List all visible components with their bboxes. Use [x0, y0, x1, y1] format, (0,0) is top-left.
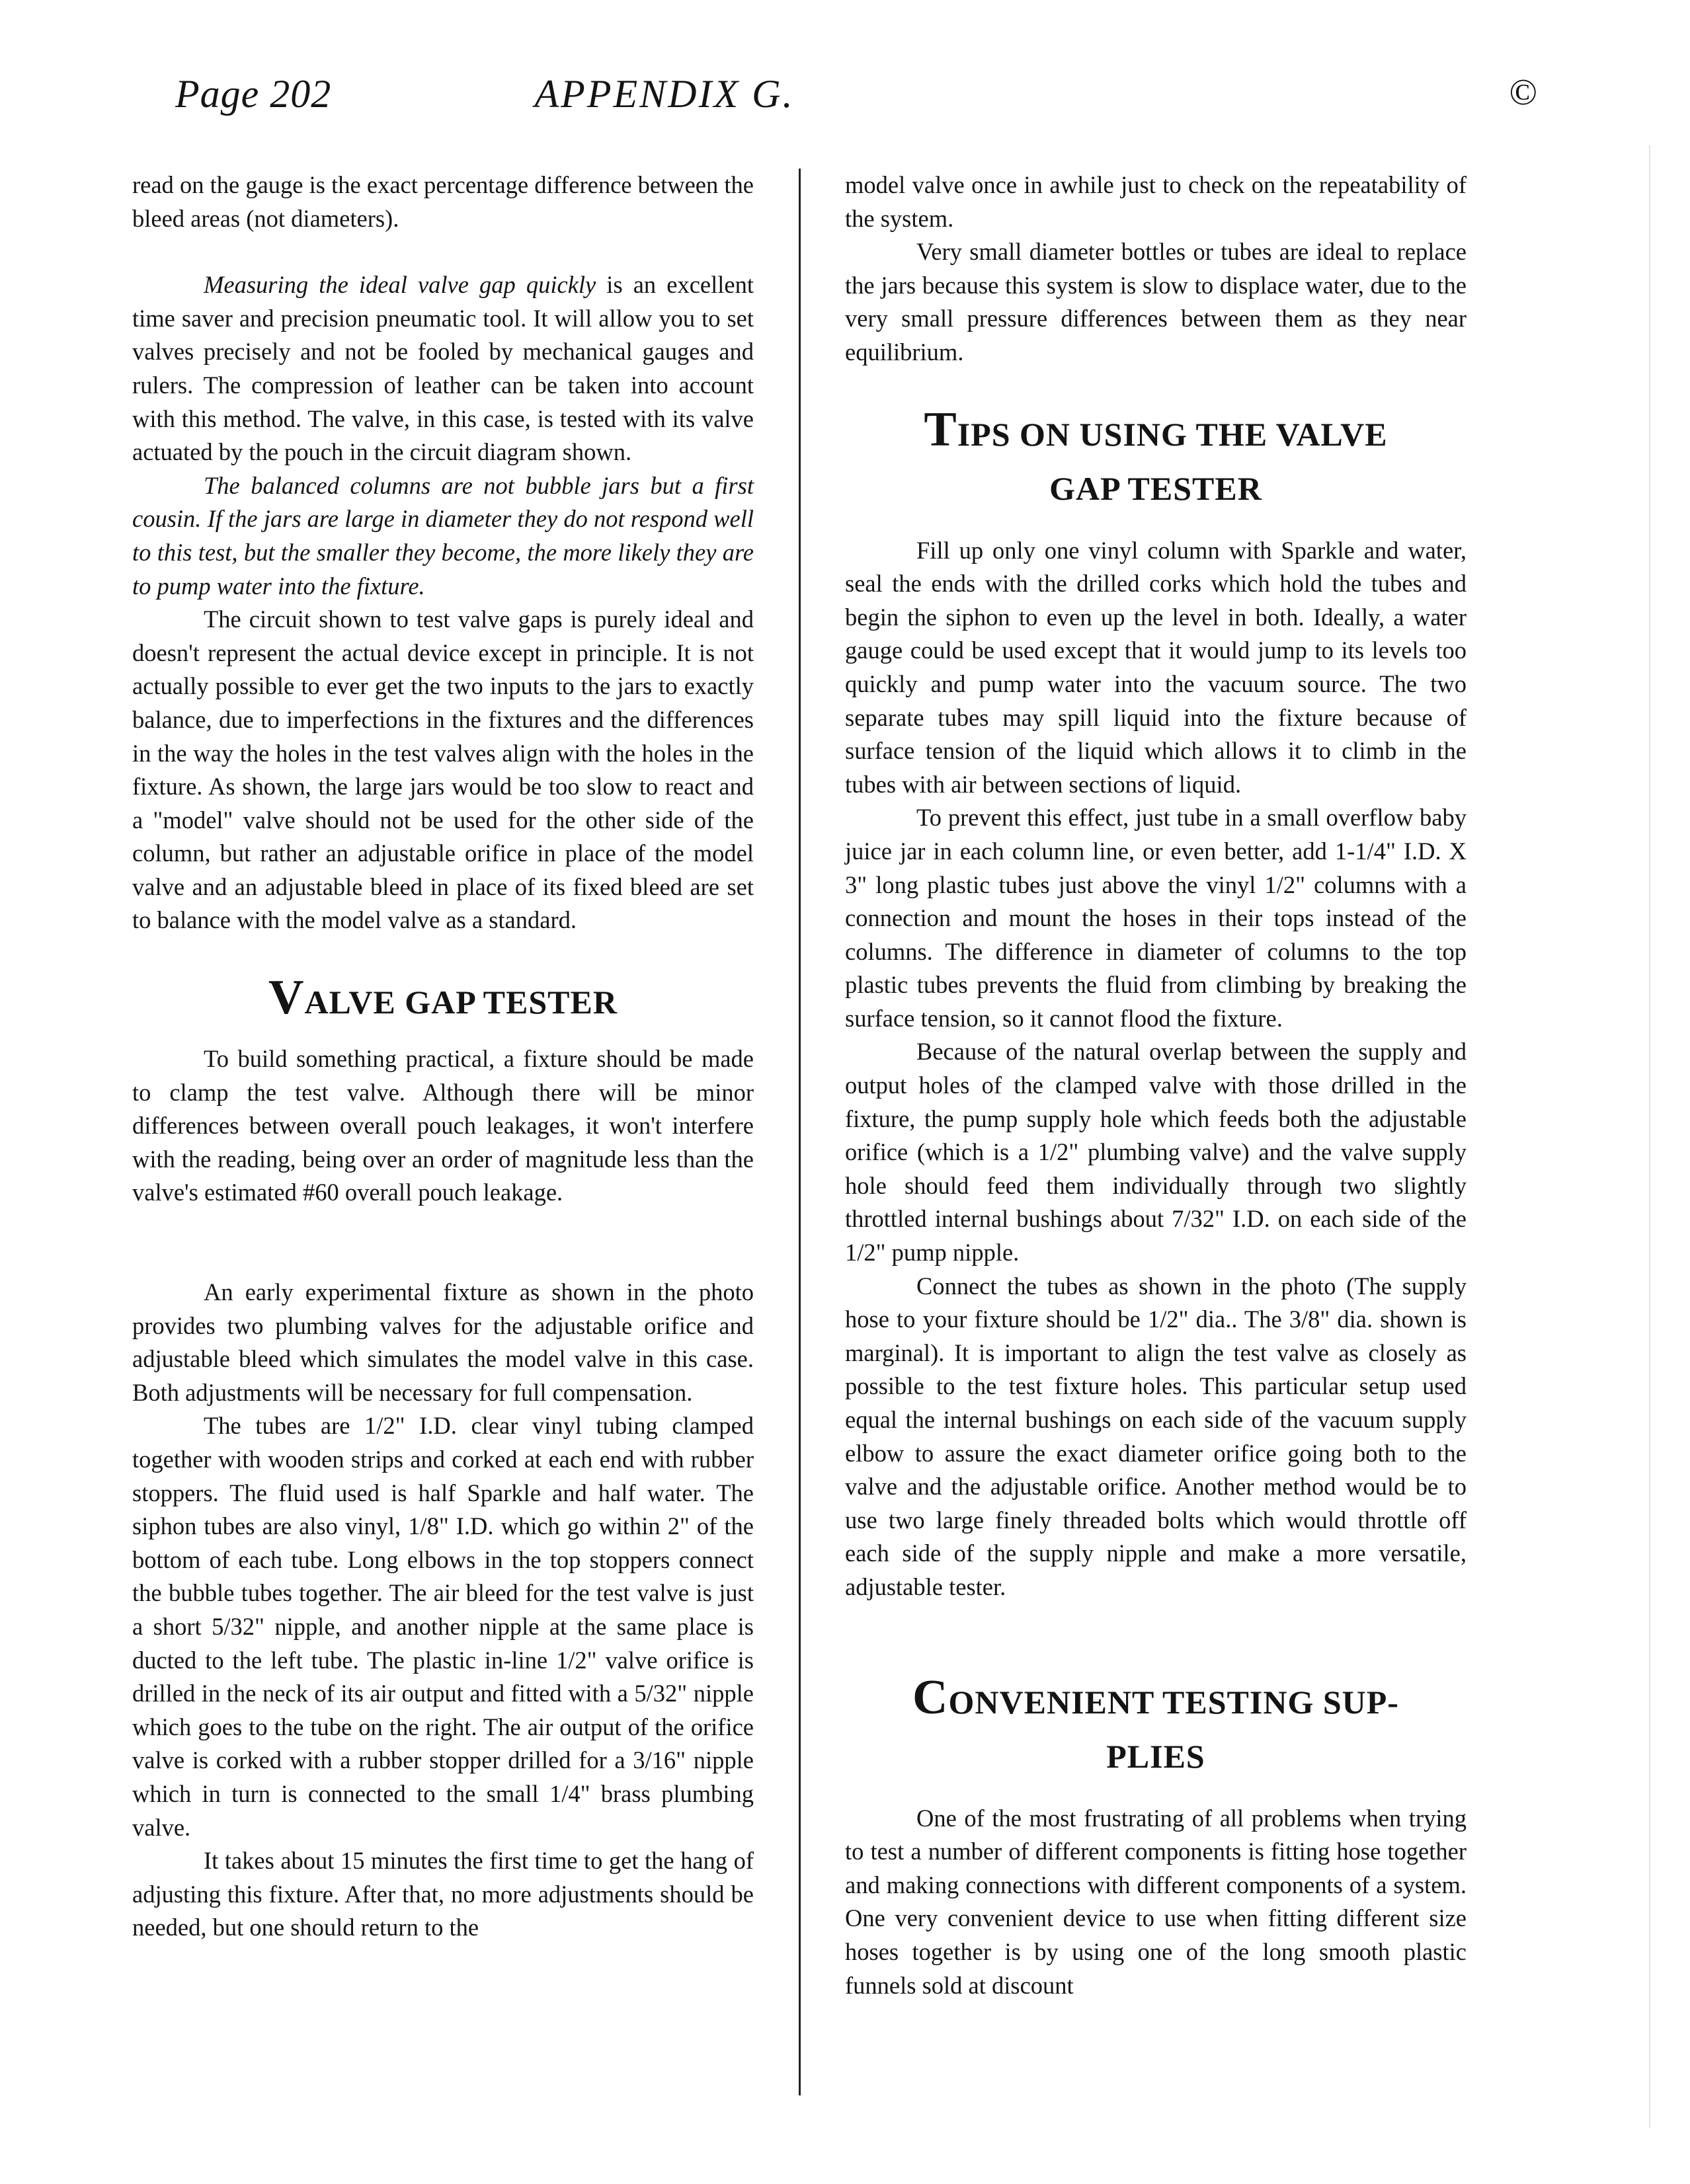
paragraph — [132, 268, 754, 469]
section-heading-convenient-testing-supplies — [845, 1670, 1467, 1783]
paragraph: An early experimental fixture as shown in the photo provides two plumbing valves for the adjustable orifice and adjustable bleed which simulates the model valve in this case. Both adjustments will be necessary for full compensation. — [132, 1278, 754, 1406]
section-title: APPENDIX G. — [534, 72, 795, 116]
paragraph: model valve once in awhile just to check on the repeatability of the system. — [845, 171, 1467, 232]
heading-initial: C — [912, 1670, 949, 1725]
heading-text: ONVENIENT TESTING SUP- — [948, 1683, 1399, 1721]
paragraph-text: is an excellent time saver and precision pneumatic tool. It will allow you to set valves precisely and not be fooled by mechanical gauges and rulers. The compression of leather can be taken into account with this method. The valve, in this case, is tested with its valve actuated by the pouch in the circuit diagram shown. — [132, 271, 754, 466]
column-divider — [799, 169, 801, 2095]
paragraph: read on the gauge is the exact percentage difference between the bleed areas (not diameters). — [132, 171, 754, 232]
heading-text: ALVE GAP TESTER — [304, 984, 618, 1021]
italic-paragraph: The balanced columns are not bubble jars but a first cousin. If the jars are large in diameter they do not respond well to this test, but the smaller they become, the more likely they are to pump water into the fixture. — [132, 471, 754, 600]
paragraph: One of the most frustrating of all problems when trying to test a number of different components is fitting hose together and making connections with different components of a system. One very convenient device to use when fitting different size hoses together is by using one of the long smooth plastic funnels sold at discount — [845, 1804, 1467, 1999]
page-edge-shadow — [1649, 145, 1650, 2128]
heading-initial: T — [924, 402, 957, 457]
paragraph: Fill up only one vinyl column with Sparkle and water, seal the ends with the drilled corks which hold the tubes and begin the siphon to even up the level in both. Ideally, a water gauge could be used except that it would jump to its levels too quickly and pump water into the vacuum source. The two separate tubes may spill liquid into the fixture because of surface tension of the liquid which allows it to climb in the tubes with air between sections of liquid. — [845, 536, 1467, 798]
left-column — [132, 169, 754, 1945]
page-number: Page 202 — [175, 72, 332, 116]
paragraph: Because of the natural overlap between the supply and output holes of the clamped valve with those drilled in the fixture, the pump supply hole which feeds both the adjustable orifice (which is a 1/2" plumbing valve) and the valve supply hole should feed them individually through two slightly throttled internal bushings about 7/32" I.D. on each side of the 1/2" pump nipple. — [845, 1038, 1467, 1267]
heading-text: GAP TESTER — [1049, 469, 1262, 507]
page-header — [175, 71, 1537, 131]
paragraph: Connect the tubes as shown in the photo (The supply hose to your fixture should be 1/2" dia.. The 3/8" dia. shown is marginal). It is important to align the test valve as closely as possible to the test fixture holes. This particular setup used equal the internal bushings on each side of the vacuum supply elbow to assure the exact diameter orifice going both to the valve and the adjustable orifice. Another method would be to use two large finely threaded bolts which would throttle off each side of the supply nipple and make a more versatile, adjustable tester. — [845, 1272, 1467, 1600]
paragraph: Very small diameter bottles or tubes are ideal to replace the jars because this system is slow to displace water, due to the very small pressure differences between them as they near equilibrium. — [845, 238, 1467, 366]
right-column — [845, 169, 1467, 2002]
paragraph: To prevent this effect, just tube in a small overflow baby juice jar in each column line, or even better, add 1-1/4" I.D. X 3" long plastic tubes just above the vinyl 1/2" columns with a connection and mount the hoses in their tops instead of the columns. The difference in diameter of columns to the top plastic tubes prevents the fluid from climbing by breaking the surface tension, so it cannot flood the fixture. — [845, 804, 1467, 1032]
copyright-symbol: © — [1509, 72, 1537, 113]
section-heading-tips — [845, 403, 1467, 516]
heading-initial: V — [268, 970, 305, 1025]
paragraph: To build something practical, a fixture should be made to clamp the test valve. Although there will be minor differences between overall pouch leakages, it won't interfere with the reading, being over an order of magnitude less than the valve's estimated #60 overall pouch leakage. — [132, 1045, 754, 1206]
heading-text: IPS ON USING THE VALVE — [957, 415, 1388, 453]
heading-text: PLIES — [1106, 1737, 1205, 1775]
section-heading-valve-gap-tester — [132, 970, 754, 1029]
paragraph: It takes about 15 minutes the first time to get the hang of adjusting this fixture. After that, no more adjustments should be needed, but one should return to the — [132, 1847, 754, 1941]
paragraph: The circuit shown to test valve gaps is purely ideal and doesn't represent the actual device except in principle. It is not actually possible to ever get the two inputs to the jars to exactly balance, due to imperfections in the fixtures and the differences in the way the holes in the test valves align with the holes in the fixture. As shown, the large jars would be too slow to react and a "model" valve should not be used for the other side of the column, but rather an adjustable orifice in place of the model valve and an adjustable bleed in place of its fixed bleed are set to balance with the model valve as a standard. — [132, 605, 754, 934]
paragraph: The tubes are 1/2" I.D. clear vinyl tubing clamped together with wooden strips and corked at each end with rubber stoppers. The fluid used is half Sparkle and half water. The siphon tubes are also vinyl, 1/8" I.D. which go within 2" of the bottom of each tube. Long elbows in the top stoppers connect the bubble tubes together. The air bleed for the test valve is just a short 5/32" nipple, and another nipple at the same place is ducted to the left tube. The plastic in-line 1/2" valve orifice is drilled in the neck of its air output and fitted with a 5/32" nipple which goes to the tube on the right. The air output of the orifice valve is corked with a rubber stopper drilled for a 3/16" nipple which in turn is connected to the small 1/4" brass plumbing valve. — [132, 1412, 754, 1841]
italic-phrase: Measuring the ideal valve gap quickly — [204, 271, 596, 299]
